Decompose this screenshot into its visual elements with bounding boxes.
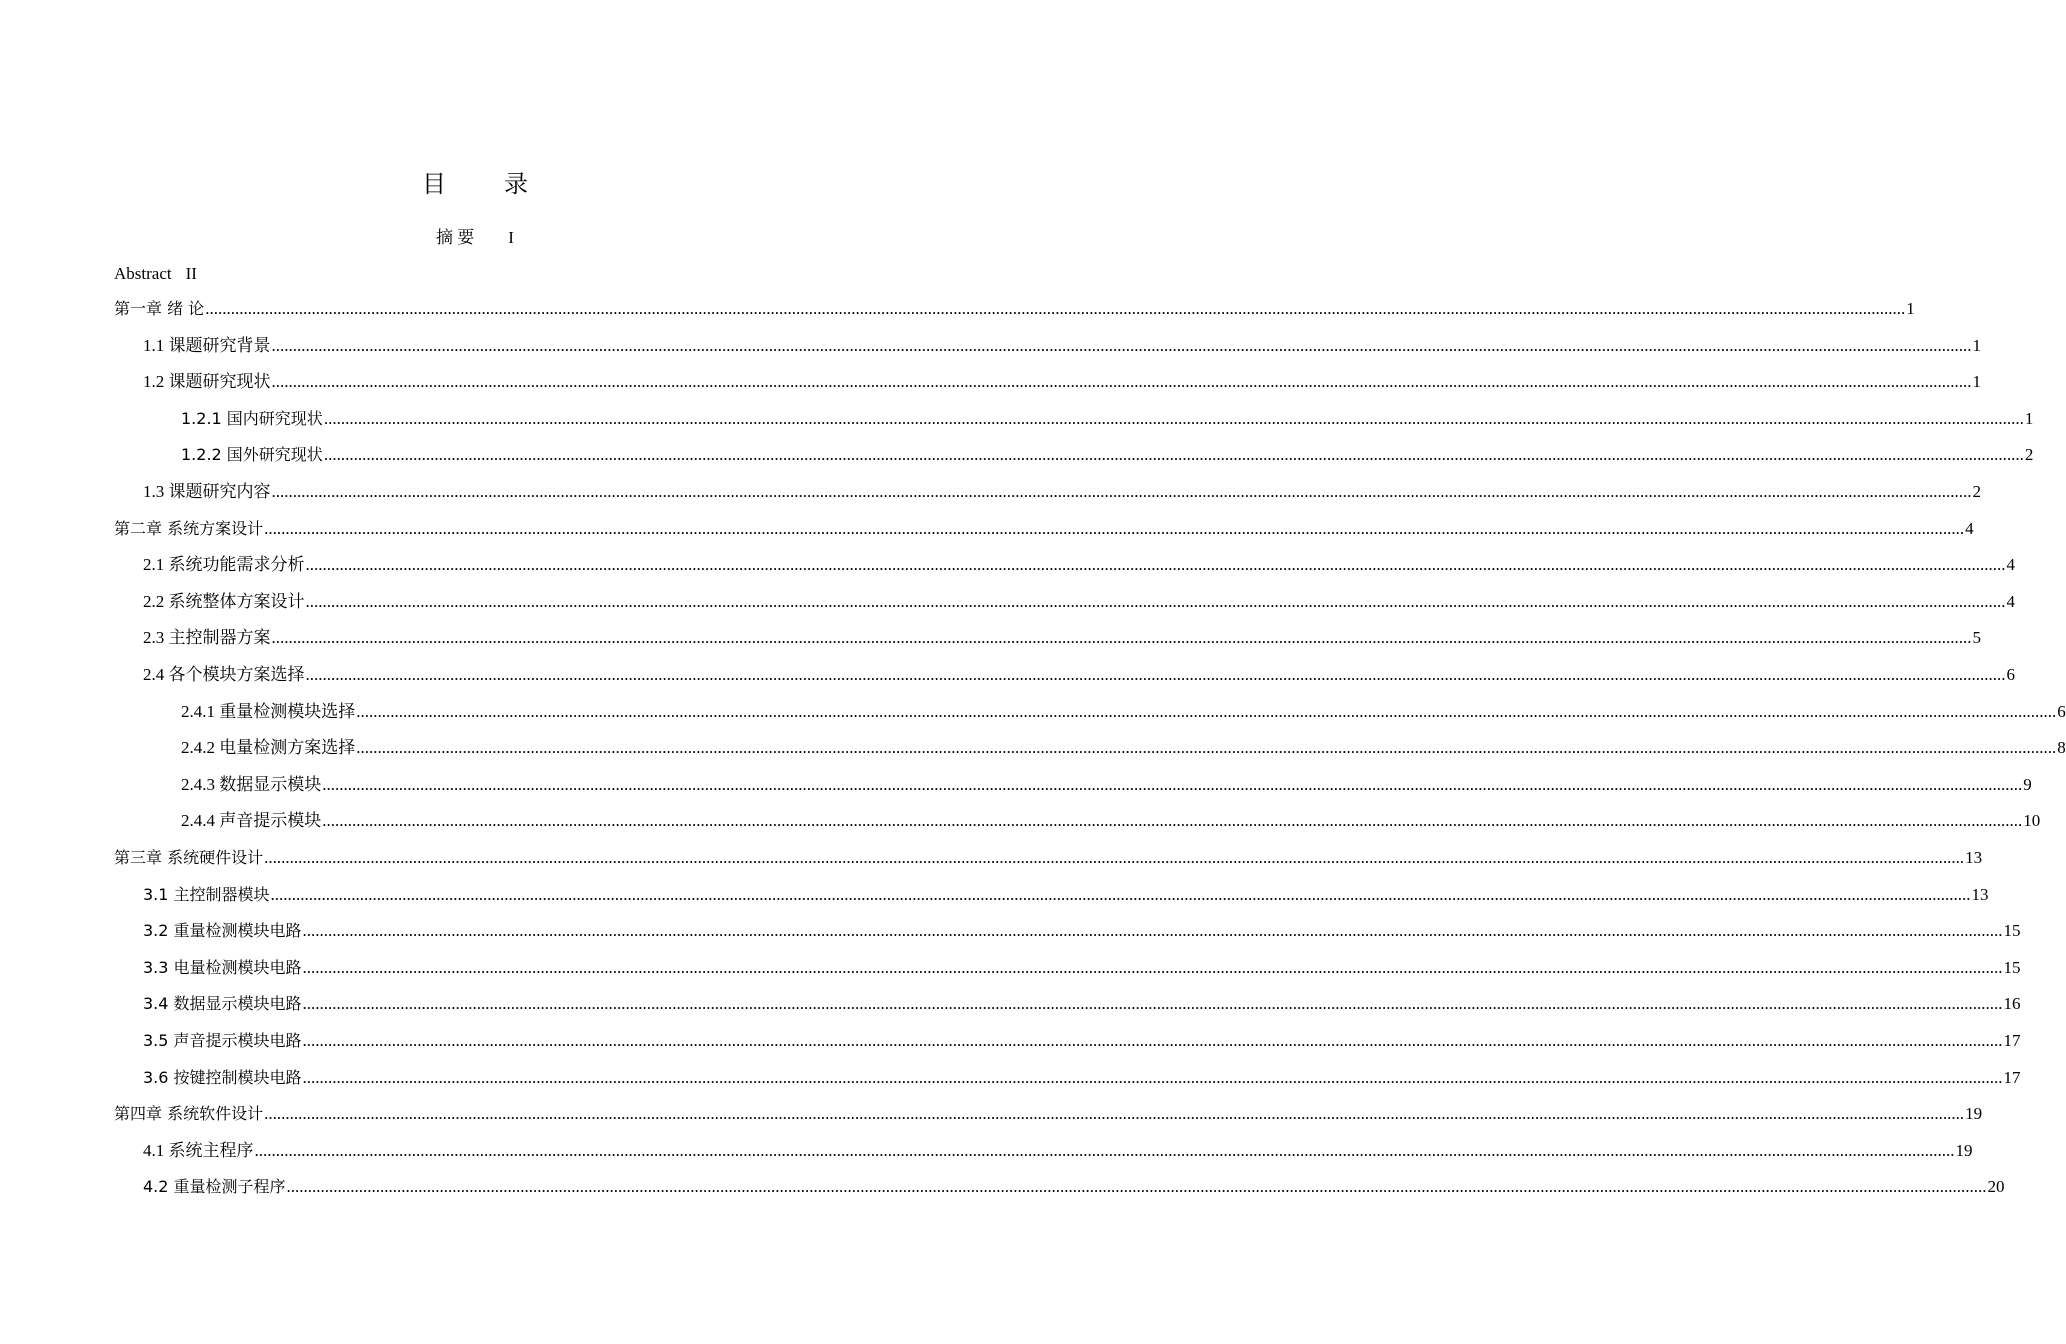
toc-entry-label: 2.4.3 数据显示模块 <box>181 775 322 794</box>
dot-leader: ................................................................................................................................................................................................................................................................................................................................................................................................................ <box>271 336 1972 355</box>
toc-entry[interactable] <box>143 479 1981 505</box>
toc-entry-label: 1.2 课题研究现状 <box>143 372 271 391</box>
dot-leader: ................................................................................................................................................................................................................................................................................................................................................................................................................ <box>286 1177 1987 1196</box>
toc-entry-label: 第三章 系统硬件设计 <box>114 848 264 867</box>
dot-leader: ................................................................................................................................................................................................................................................................................................................................................................................................................ <box>305 555 2006 574</box>
toc-entry-label: 4.1 系统主程序 <box>143 1141 254 1160</box>
dot-leader: ................................................................................................................................................................................................................................................................................................................................................................................................................ <box>305 665 2006 684</box>
toc-entry[interactable] <box>181 735 2066 761</box>
dot-leader: ................................................................................................................................................................................................................................................................................................................................................................................................................ <box>323 409 2024 428</box>
toc-entry[interactable] <box>143 1174 2005 1200</box>
toc-entry[interactable] <box>143 589 2015 615</box>
dot-leader: ................................................................................................................................................................................................................................................................................................................................................................................................................ <box>264 519 1965 538</box>
toc-entry[interactable] <box>143 333 1981 359</box>
toc-entry-page: II <box>185 264 197 283</box>
dot-leader: ................................................................................................................................................................................................................................................................................................................................................................................................................ <box>270 885 1971 904</box>
toc-entry-page: 4 <box>1965 519 1974 538</box>
toc-entry-label: 3.4 数据显示模块电路 <box>143 994 302 1013</box>
toc-entry[interactable] <box>143 955 2021 981</box>
toc-entry[interactable] <box>143 1138 1973 1164</box>
toc-entry[interactable] <box>181 442 2034 468</box>
toc-entry-label: Abstract <box>114 264 172 283</box>
toc-entry-page: 20 <box>1987 1177 2005 1196</box>
toc-entry-page: 9 <box>2023 775 2032 794</box>
dot-leader: ................................................................................................................................................................................................................................................................................................................................................................................................................ <box>322 811 2023 830</box>
dot-leader: ................................................................................................................................................................................................................................................................................................................................................................................................................ <box>205 299 1906 318</box>
toc-entry-page: 4 <box>2006 555 2015 574</box>
toc-entry-label: 3.3 电量检测模块电路 <box>143 958 302 977</box>
toc-entry[interactable] <box>114 845 1983 871</box>
toc-entry-label: 3.6 按键控制模块电路 <box>143 1068 302 1087</box>
toc-entry[interactable] <box>181 406 2034 432</box>
toc-entry-label: 3.1 主控制器模块 <box>143 885 270 904</box>
toc-entry[interactable] <box>143 1065 2021 1091</box>
dot-leader: ................................................................................................................................................................................................................................................................................................................................................................................................................ <box>271 372 1972 391</box>
toc-entry-page: 4 <box>2006 592 2015 611</box>
toc-entry-page: 6 <box>2006 665 2015 684</box>
dot-leader: ................................................................................................................................................................................................................................................................................................................................................................................................................ <box>356 702 2057 721</box>
toc-entry-label: 2.3 主控制器方案 <box>143 628 271 647</box>
dot-leader: ................................................................................................................................................................................................................................................................................................................................................................................................................ <box>305 592 2006 611</box>
toc-entry-page: 16 <box>2003 994 2021 1013</box>
toc-entry-page: 1 <box>1906 299 1915 318</box>
toc-entry-label: 2.2 系统整体方案设计 <box>143 592 305 611</box>
dot-leader: ................................................................................................................................................................................................................................................................................................................................................................................................................ <box>302 1031 2003 1050</box>
toc-entry[interactable] <box>114 516 1974 542</box>
dot-leader: ................................................................................................................................................................................................................................................................................................................................................................................................................ <box>264 1104 1965 1123</box>
toc-entry-page: 19 <box>1955 1141 1973 1160</box>
toc-entry-label: 3.2 重量检测模块电路 <box>143 921 302 940</box>
toc-entry-label: 2.4.4 声音提示模块 <box>181 811 322 830</box>
toc-entry-abstract-en[interactable] <box>114 261 197 287</box>
toc-entry[interactable] <box>114 296 1915 322</box>
toc-entry[interactable] <box>143 552 2015 578</box>
dot-leader: ................................................................................................................................................................................................................................................................................................................................................................................................................ <box>271 482 1972 501</box>
page-title: 目 录 <box>422 172 554 198</box>
toc-entry-abstract-cn[interactable] <box>0 225 950 251</box>
toc-entry-page: I <box>508 228 514 247</box>
toc-entry[interactable] <box>143 662 2015 688</box>
toc-entry-label: 1.2.1 国内研究现状 <box>181 409 323 428</box>
toc-entry-page: 5 <box>1972 628 1981 647</box>
toc-entry[interactable] <box>181 808 2041 834</box>
dot-leader: ................................................................................................................................................................................................................................................................................................................................................................................................................ <box>271 628 1972 647</box>
toc-entry-page: 15 <box>2003 921 2021 940</box>
toc-entry-label: 4.2 重量检测子程序 <box>143 1177 286 1196</box>
toc-entry[interactable] <box>114 1101 1983 1127</box>
toc-entry[interactable] <box>181 699 2066 725</box>
toc-entry[interactable] <box>143 918 2021 944</box>
toc-entry-label: 2.1 系统功能需求分析 <box>143 555 305 574</box>
toc-entry-label: 2.4.1 重量检测模块选择 <box>181 702 356 721</box>
dot-leader: ................................................................................................................................................................................................................................................................................................................................................................................................................ <box>302 994 2003 1013</box>
toc-entry-page: 17 <box>2003 1031 2021 1050</box>
toc-entry-page: 2 <box>2024 445 2034 464</box>
toc-entry[interactable] <box>181 772 2032 798</box>
toc-entry-label: 第四章 系统软件设计 <box>114 1104 264 1123</box>
toc-entry-page: 13 <box>1965 848 1983 867</box>
dot-leader: ................................................................................................................................................................................................................................................................................................................................................................................................................ <box>356 738 2057 757</box>
dot-leader: ................................................................................................................................................................................................................................................................................................................................................................................................................ <box>302 958 2003 977</box>
dot-leader: ................................................................................................................................................................................................................................................................................................................................................................................................................ <box>264 848 1965 867</box>
toc-entry-page: 13 <box>1971 885 1989 904</box>
toc-entry-label: 1.3 课题研究内容 <box>143 482 271 501</box>
toc-entry-page: 2 <box>1972 482 1981 501</box>
toc-entry-page: 1 <box>2024 409 2034 428</box>
toc-entry-label: 摘 要 <box>436 228 475 247</box>
toc-entry-label: 1.2.2 国外研究现状 <box>181 445 323 464</box>
toc-entry-label: 2.4 各个模块方案选择 <box>143 665 305 684</box>
toc-entry-page: 10 <box>2023 811 2041 830</box>
toc-entry-label: 第二章 系统方案设计 <box>114 519 264 538</box>
toc-entry-page: 1 <box>1972 336 1981 355</box>
toc-entry[interactable] <box>143 369 1981 395</box>
toc-entry[interactable] <box>143 991 2021 1017</box>
toc-entry-page: 19 <box>1965 1104 1983 1123</box>
dot-leader: ................................................................................................................................................................................................................................................................................................................................................................................................................ <box>323 445 2024 464</box>
toc-entry-page: 8 <box>2057 738 2066 757</box>
dot-leader: ................................................................................................................................................................................................................................................................................................................................................................................................................ <box>322 775 2023 794</box>
toc-entry-label: 2.4.2 电量检测方案选择 <box>181 738 356 757</box>
toc-entry[interactable] <box>143 882 1989 908</box>
toc-entry-page: 1 <box>1972 372 1981 391</box>
dot-leader: ................................................................................................................................................................................................................................................................................................................................................................................................................ <box>302 1068 2003 1087</box>
toc-entry-label: 3.5 声音提示模块电路 <box>143 1031 302 1050</box>
toc-entry-page: 6 <box>2057 702 2066 721</box>
toc-entry[interactable] <box>143 625 1981 651</box>
dot-leader: ................................................................................................................................................................................................................................................................................................................................................................................................................ <box>254 1141 1955 1160</box>
toc-entry[interactable] <box>143 1028 2021 1054</box>
toc-entry-page: 15 <box>2003 958 2021 977</box>
toc-entry-label: 第一章 绪 论 <box>114 299 205 318</box>
toc-entry-page: 17 <box>2003 1068 2021 1087</box>
toc-entry-label: 1.1 课题研究背景 <box>143 336 271 355</box>
dot-leader: ................................................................................................................................................................................................................................................................................................................................................................................................................ <box>302 921 2003 940</box>
